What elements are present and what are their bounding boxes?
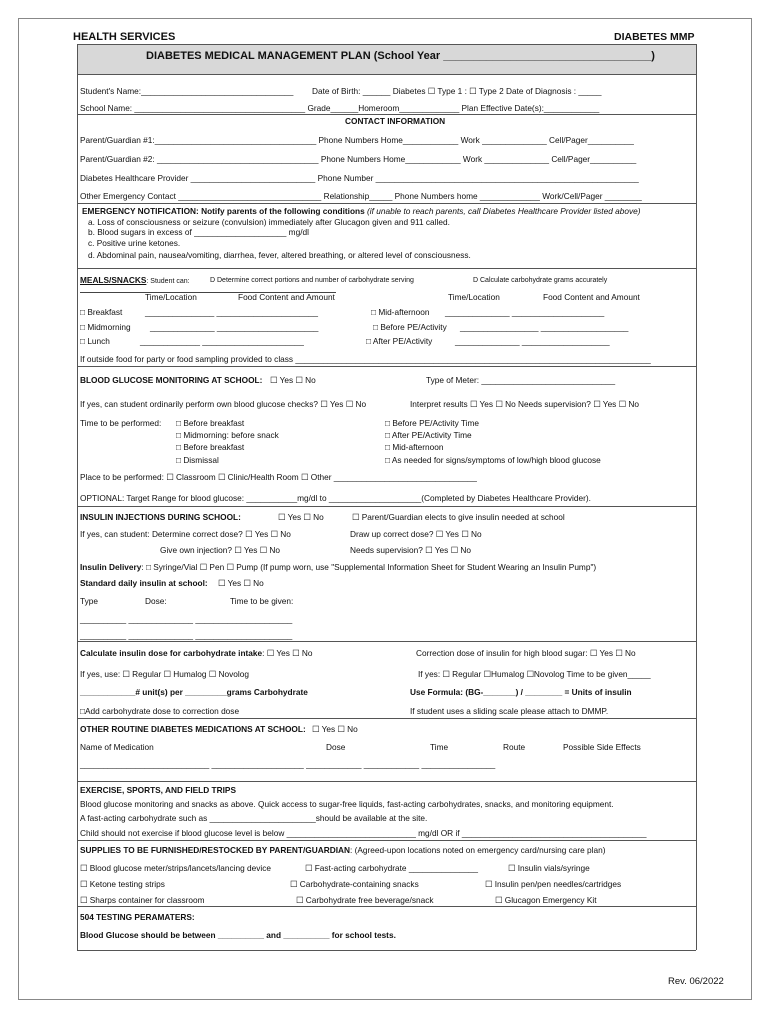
- meter-type-field[interactable]: Type of Meter: _____________________________: [426, 375, 616, 385]
- carb-ifyes-2[interactable]: If yes: ☐ Regular ☐Humalog ☐Novolog Time to be given_____: [418, 669, 651, 679]
- supply-ketone[interactable]: ☐ Ketone testing strips: [80, 879, 165, 889]
- carb-formula[interactable]: Use Formula: (BG-_______) / ________ = Units of insulin: [410, 687, 632, 697]
- insulin-type-label: Type: [80, 596, 98, 606]
- supply-meter[interactable]: ☐ Blood glucose meter/strips/lancets/lancing device: [80, 863, 271, 873]
- carb-correction[interactable]: Correction dose of insulin for high blood sugar: ☐ Yes ☐ No: [416, 648, 636, 658]
- insulin-determine[interactable]: If yes, can student: Determine correct dose? ☐ Yes ☐ No: [80, 529, 291, 539]
- insulin-standard: Standard daily insulin at school:: [80, 578, 208, 588]
- bg-target-range[interactable]: OPTIONAL: Target Range for blood glucose: ___________mg/dl to ____________________(Completed by Diabetes Healthcare Provider).: [80, 493, 591, 503]
- col-time: Time/Location: [145, 292, 197, 302]
- insulin-supervision[interactable]: Needs supervision? ☐ Yes ☐ No: [350, 545, 471, 555]
- emergency-item-d: d. Abdominal pain, nausea/vomiting, diarrhea, fever, altered breathing, or altered level of consciousness.: [88, 250, 471, 260]
- insulin-blank-row[interactable]: __________ ______________ _____________________: [80, 614, 293, 624]
- emergency-heading: EMERGENCY NOTIFICATION: Notify parents of the following conditions (if unable to reach parents, call Diabetes Healthcare Provider listed above): [82, 206, 641, 216]
- carb-sliding: If student uses a sliding scale please attach to DMMP.: [410, 706, 609, 716]
- bg-time-7[interactable]: □ Mid-afternoon: [385, 442, 444, 452]
- exercise-line-2[interactable]: A fast-acting carbohydrate such as _______________________should be available at the site.: [80, 813, 428, 823]
- exercise-line-1: Blood glucose monitoring and snacks as above. Quick access to sugar-free liquids, fast-acting carbohydrates, snacks, and monitoring equipment.: [80, 799, 614, 809]
- insulin-heading: INSULIN INJECTIONS DURING SCHOOL:: [80, 512, 241, 522]
- carb-ifyes[interactable]: If yes, use: ☐ Regular ☐ Humalog ☐ Novolog: [80, 669, 249, 679]
- parent2-field[interactable]: Parent/Guardian #2: ___________________________________ Phone Numbers Home____________ Work ______________ Cell/Pager__________: [80, 154, 637, 164]
- bg-yesno[interactable]: ☐ Yes ☐ No: [270, 375, 316, 385]
- med-col-name: Name of Medication: [80, 742, 154, 752]
- meal-breakfast[interactable]: □ Breakfast: [80, 307, 123, 317]
- testing-range[interactable]: Blood Glucose should be between __________ and __________ for school tests.: [80, 930, 396, 940]
- testing-heading: 504 TESTING PERAMATERS:: [80, 912, 195, 922]
- form-title: DIABETES MEDICAL MANAGEMENT PLAN (School Year __________________________________): [146, 50, 655, 62]
- provider-field[interactable]: Diabetes Healthcare Provider ___________________________ Phone Number _________________________________________________________: [80, 173, 639, 183]
- insulin-parent[interactable]: ☐ Parent/Guardian elects to give insulin needed at school: [352, 512, 565, 522]
- school-grade-field[interactable]: School Name: _____________________________________ Grade______Homeroom_____________ Plan Effective Date(s):____________: [80, 103, 600, 113]
- col-food: Food Content and Amount: [238, 292, 335, 302]
- insulin-give[interactable]: Give own injection? ☐ Yes ☐ No: [160, 545, 281, 555]
- contact-heading: CONTACT INFORMATION: [345, 116, 446, 126]
- form-code: DIABETES MMP: [614, 31, 695, 43]
- meal-before-pe[interactable]: □ Before PE/Activity: [373, 322, 447, 332]
- meal-midafternoon[interactable]: □ Mid-afternoon: [371, 307, 430, 317]
- supply-insulin-pen[interactable]: ☐ Insulin pen/pen needles/cartridges: [485, 879, 622, 889]
- outside-food-field[interactable]: If outside food for party or food sampling provided to class _____________________________________________________________________________: [80, 354, 651, 364]
- med-col-route: Route: [503, 742, 526, 752]
- carb-calc[interactable]: Calculate insulin dose for carbohydrate intake: ☐ Yes ☐ No: [80, 648, 313, 658]
- revision: Rev. 06/2022: [668, 976, 724, 987]
- carb-add[interactable]: □Add carbohydrate dose to correction dose: [80, 706, 240, 716]
- bg-place[interactable]: Place to be performed: ☐ Classroom ☐ Clinic/Health Room ☐ Other _______________________________: [80, 472, 477, 482]
- meals-option-portions[interactable]: D Determine correct portions and number of carbohydrate serving: [210, 277, 414, 284]
- insulin-drawup[interactable]: Draw up correct dose? ☐ Yes ☐ No: [350, 529, 482, 539]
- insulin-delivery[interactable]: Insulin Delivery: □ Syringe/Vial ☐ Pen ☐ Pump (If pump worn, use "Supplemental Information Sheet for Student Wearing an Insulin Pump"): [80, 562, 597, 572]
- bg-time-1[interactable]: □ Before breakfast: [176, 418, 245, 428]
- bg-heading: BLOOD GLUCOSE MONITORING AT SCHOOL:: [80, 375, 263, 385]
- supplies-heading: SUPPLIES TO BE FURNISHED/RESTOCKED BY PARENT/GUARDIAN: (Agreed-upon locations noted on emergency card/nursing care plan): [80, 845, 606, 855]
- col-time-2: Time/Location: [448, 292, 500, 302]
- parent1-field[interactable]: Parent/Guardian #1:___________________________________ Phone Numbers Home____________ Work ______________ Cell/Pager__________: [80, 135, 634, 145]
- exercise-line-3[interactable]: Child should not exercise if blood glucose level is below ____________________________ mg/dl OR if ________________________________________: [80, 828, 647, 838]
- carb-units[interactable]: ____________# unit(s) per _________grams Carbohydrate: [80, 687, 308, 697]
- insulin-time-label: Time to be given:: [230, 596, 294, 606]
- meals-option-calculate[interactable]: D Calculate carbohydrate grams accurately: [473, 277, 608, 284]
- emergency-item-a: a. Loss of consciousness or seizure (convulsion) immediately after Glucagon given and 911 called.: [88, 217, 450, 227]
- other-meds-yesno[interactable]: ☐ Yes ☐ No: [312, 724, 358, 734]
- bg-time-label: Time to be performed:: [80, 418, 162, 428]
- emergency-item-c: c. Positive urine ketones.: [88, 238, 181, 248]
- supply-insulin-vials[interactable]: ☐ Insulin vials/syringe: [508, 863, 590, 873]
- bg-time-8[interactable]: □ As needed for signs/symptoms of low/high blood glucose: [385, 455, 601, 465]
- supply-carb-snacks[interactable]: ☐ Carbohydrate-containing snacks: [290, 879, 419, 889]
- meal-lunch[interactable]: □ Lunch: [80, 336, 110, 346]
- supply-fast-carb[interactable]: ☐ Fast-acting carbohydrate _______________: [305, 863, 479, 873]
- bg-ordinary[interactable]: If yes, can student ordinarily perform own blood glucose checks? ☐ Yes ☐ No: [80, 399, 367, 409]
- emergency-item-b[interactable]: b. Blood sugars in excess of ____________________ mg/dl: [88, 227, 309, 237]
- supply-carb-free[interactable]: ☐ Carbohydrate free beverage/snack: [296, 895, 434, 905]
- insulin-yesno[interactable]: ☐ Yes ☐ No: [278, 512, 324, 522]
- bg-time-2[interactable]: □ Midmorning: before snack: [176, 430, 279, 440]
- student-name-field[interactable]: Student's Name:_________________________________: [80, 86, 294, 96]
- exercise-heading: EXERCISE, SPORTS, AND FIELD TRIPS: [80, 785, 236, 795]
- supply-glucagon[interactable]: ☐ Glucagon Emergency Kit: [495, 895, 597, 905]
- bg-interpret[interactable]: Interpret results ☐ Yes ☐ No Needs supervision? ☐ Yes ☐ No: [410, 399, 639, 409]
- med-col-time: Time: [430, 742, 449, 752]
- bg-time-3[interactable]: □ Before breakfast: [176, 442, 245, 452]
- other-contact-field[interactable]: Other Emergency Contact _______________________________ Relationship_____ Phone Numbers home _____________ Work/Cell/Pager ________: [80, 191, 642, 201]
- insulin-dose-label: Dose:: [145, 596, 167, 606]
- supply-sharps[interactable]: ☐ Sharps container for classroom: [80, 895, 205, 905]
- meal-after-pe[interactable]: □ After PE/Activity: [366, 336, 433, 346]
- col-food-2: Food Content and Amount: [543, 292, 640, 302]
- med-col-dose: Dose: [326, 742, 346, 752]
- other-meds-heading: OTHER ROUTINE DIABETES MEDICATIONS AT SCHOOL:: [80, 724, 306, 734]
- meals-heading: MEALS/SNACKS: Student can:: [80, 275, 190, 285]
- insulin-standard-yesno[interactable]: ☐ Yes ☐ No: [218, 578, 264, 588]
- insulin-blank-row[interactable]: __________ ______________ _____________________: [80, 630, 293, 640]
- bg-time-4[interactable]: □ Dismissal: [176, 455, 219, 465]
- dob-diabetes-field[interactable]: Date of Birth: ______ Diabetes ☐ Type 1 : ☐ Type 2 Date of Diagnosis : _____: [312, 86, 602, 96]
- dept-title: HEALTH SERVICES: [73, 31, 176, 43]
- meal-midmorning[interactable]: □ Midmorning: [80, 322, 131, 332]
- bg-time-5[interactable]: □ Before PE/Activity Time: [385, 418, 480, 428]
- bg-time-6[interactable]: □ After PE/Activity Time: [385, 430, 472, 440]
- med-col-effects: Possible Side Effects: [563, 742, 641, 752]
